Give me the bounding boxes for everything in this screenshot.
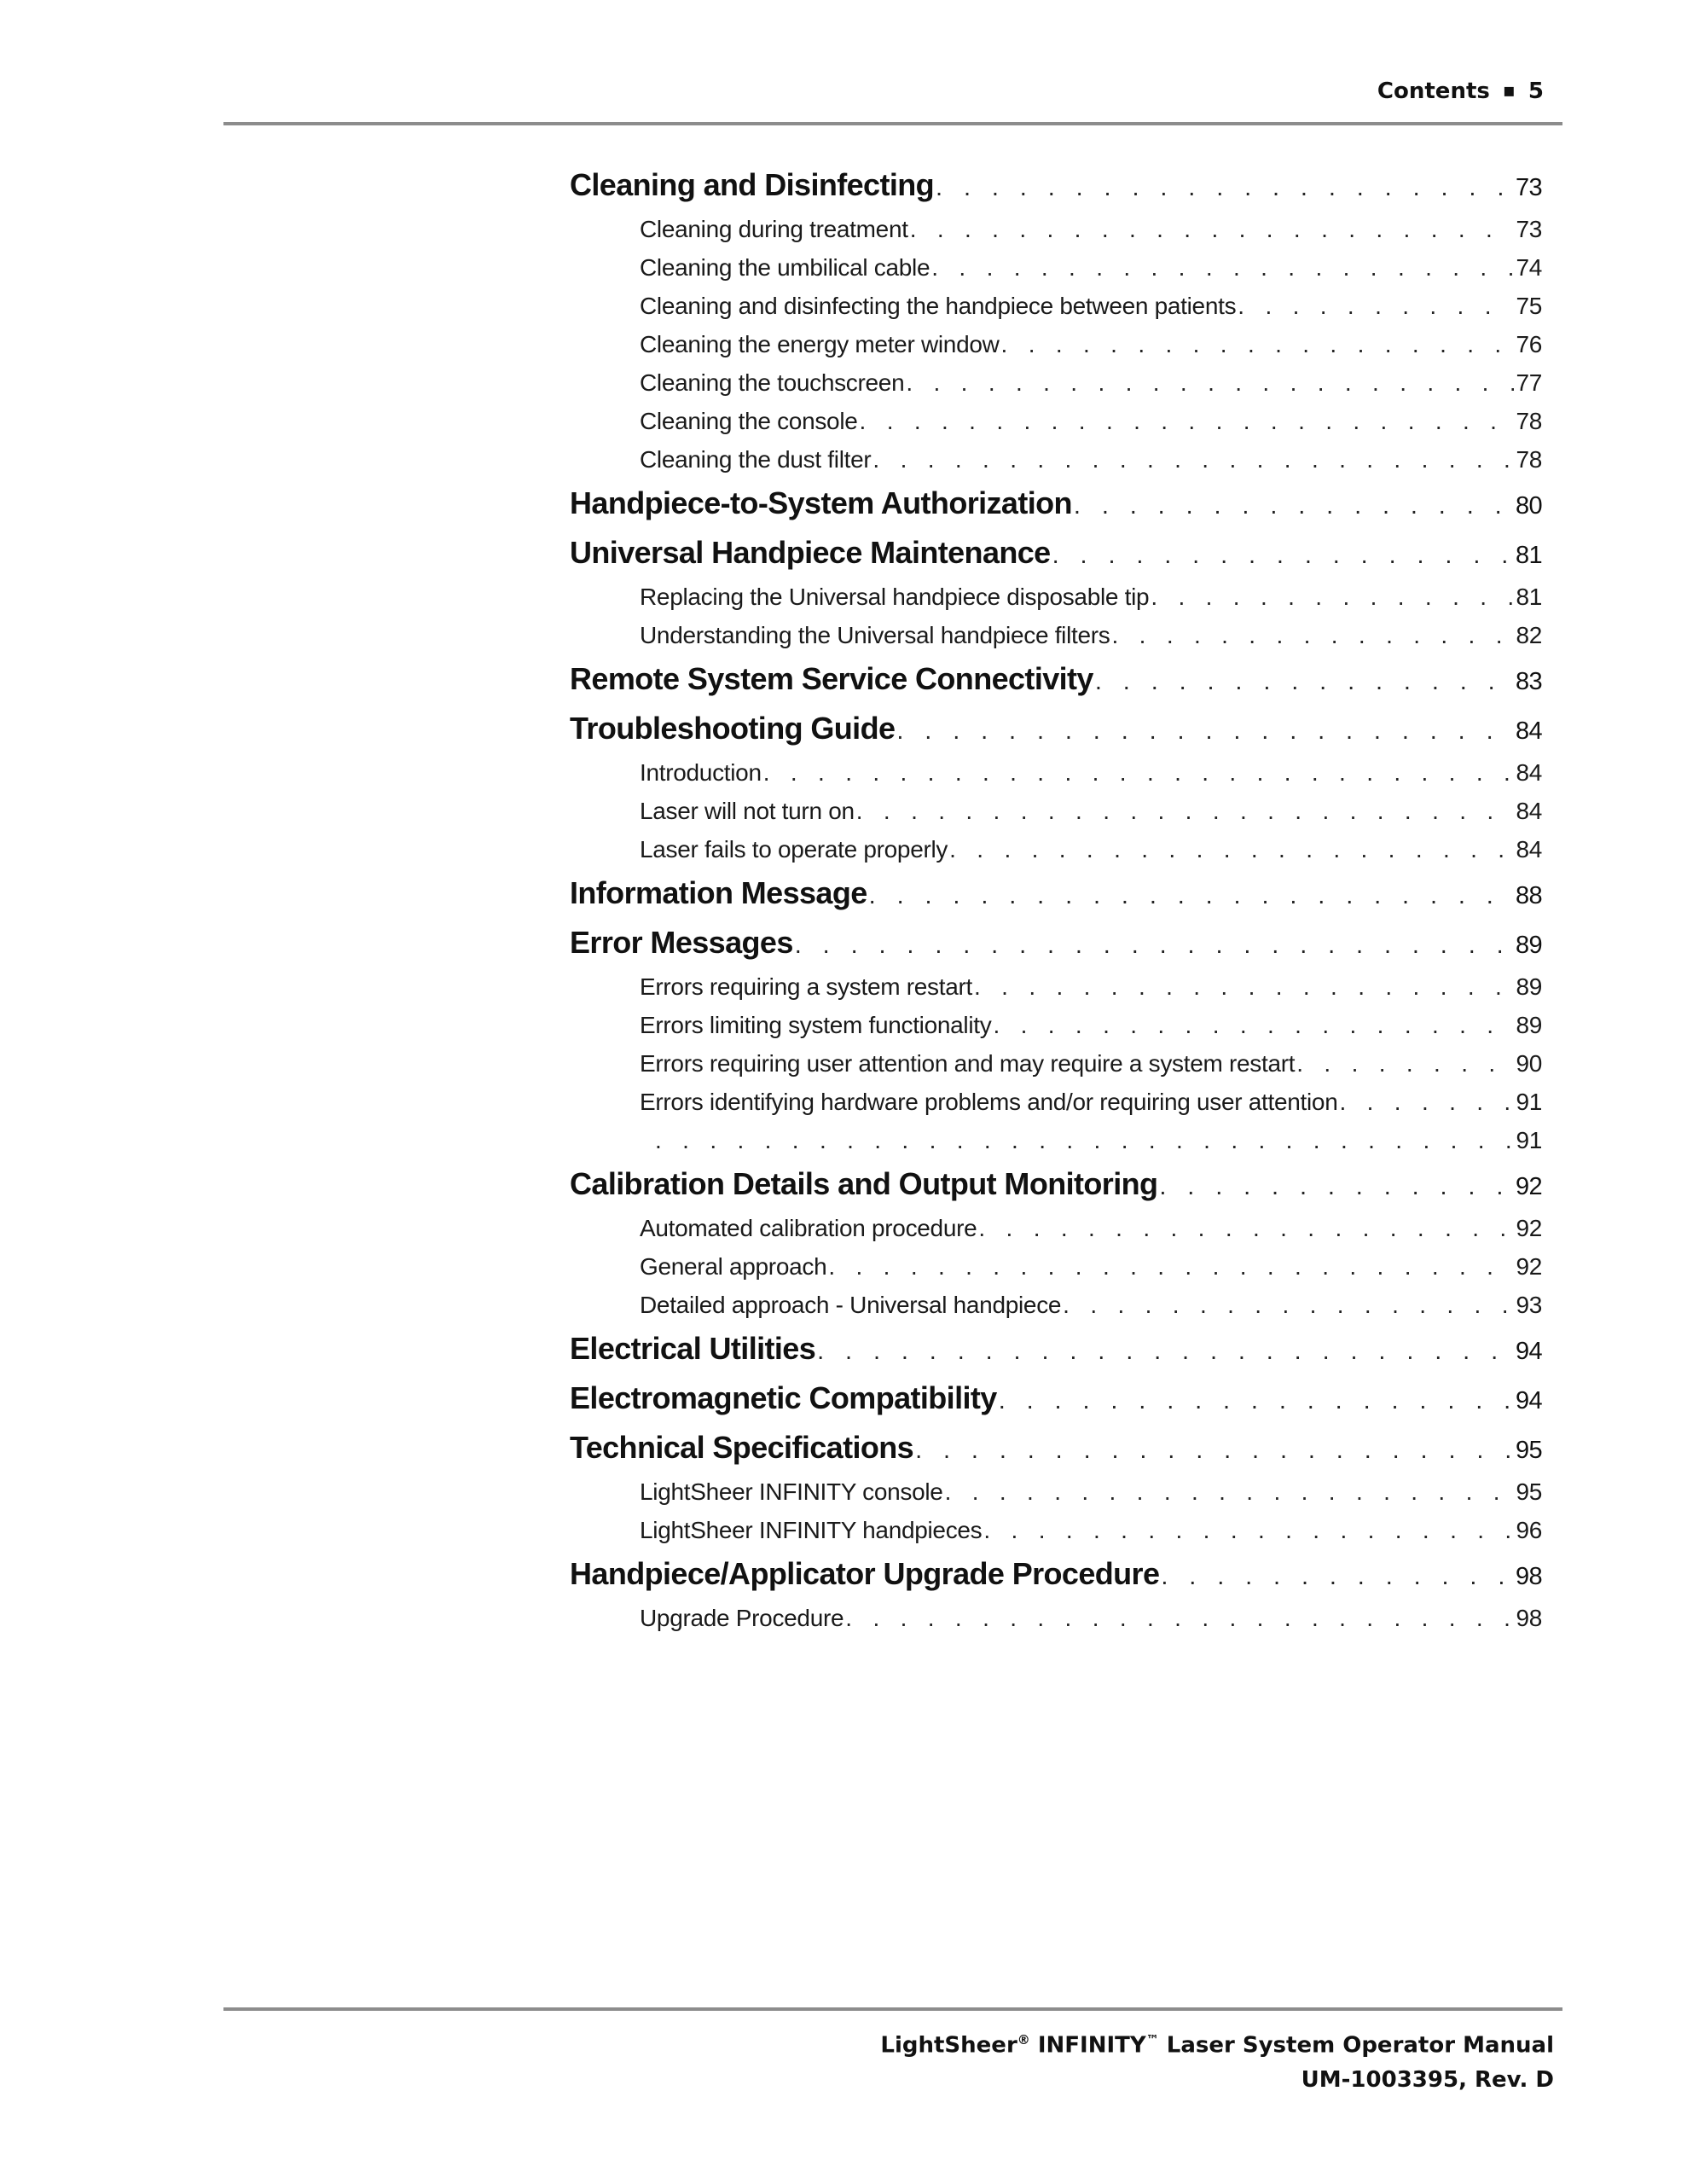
toc-entry-title: LightSheer INFINITY console (640, 1478, 943, 1505)
toc-section-entry[interactable] (570, 967, 1542, 1006)
toc-dot-leader (999, 1376, 1514, 1423)
toc-chapter-entry[interactable] (570, 1374, 1542, 1423)
toc-chapter-entry[interactable] (570, 479, 1542, 528)
toc-dot-leader (910, 210, 1515, 248)
toc-entry-title: Error Messages (570, 925, 793, 960)
toc-dot-leader (763, 753, 1515, 792)
toc-entry-title: Remote System Service Connectivity (570, 661, 1093, 696)
toc-section-entry[interactable] (570, 1209, 1542, 1247)
toc-page-number: 91 (1516, 1089, 1542, 1115)
toc-entry-title: Cleaning during treatment (640, 216, 908, 242)
toc-page-number: 84 (1516, 759, 1542, 786)
toc-section-entry[interactable] (570, 578, 1542, 616)
toc-page-number: 84 (1515, 717, 1542, 745)
toc-dot-leader (1052, 531, 1514, 578)
toc-chapter-entry[interactable] (570, 160, 1542, 210)
toc-section-entry[interactable] (570, 1286, 1542, 1324)
toc-dot-leader (983, 1511, 1514, 1549)
toc-chapter-entry[interactable] (570, 1324, 1542, 1374)
toc-page-number: 92 (1515, 1173, 1542, 1200)
toc-page-number: 98 (1515, 1563, 1542, 1590)
header-separator-icon: ▪ (1502, 80, 1516, 102)
toc-section-entry[interactable] (570, 363, 1542, 402)
footer-document-id: UM-1003395, Rev. D (1301, 2066, 1554, 2093)
toc-dot-leader (896, 706, 1514, 753)
toc-dot-leader (828, 1247, 1514, 1286)
toc-page-number: 81 (1516, 584, 1542, 610)
toc-section-entry[interactable] (570, 792, 1542, 830)
toc-entry-title: Electrical Utilities (570, 1331, 816, 1366)
toc-dot-leader (869, 871, 1514, 918)
toc-page-number: 81 (1515, 542, 1542, 569)
toc-page-number: 73 (1516, 216, 1542, 242)
toc-page-number: 74 (1516, 254, 1542, 281)
toc-section-entry[interactable] (570, 210, 1542, 248)
toc-entry-title: Understanding the Universal handpiece filters (640, 622, 1110, 648)
toc-page-number: 77 (1516, 369, 1542, 396)
toc-page-number: 76 (1516, 331, 1542, 357)
toc-page-number: 84 (1516, 836, 1542, 863)
page-footer (880, 2023, 1554, 2097)
toc-dot-leader (1095, 657, 1514, 704)
trademark-mark: ™ (1145, 2032, 1159, 2048)
toc-entry-title: Cleaning and Disinfecting (570, 167, 935, 202)
toc-chapter-entry[interactable] (570, 704, 1542, 753)
toc-chapter-entry[interactable] (570, 1549, 1542, 1599)
toc-entry-title: Cleaning the console (640, 408, 858, 434)
header-section-title: Contents (1377, 78, 1490, 104)
toc-chapter-entry[interactable] (570, 1423, 1542, 1472)
toc-page-number: 82 (1516, 622, 1542, 648)
toc-page-number: 94 (1515, 1338, 1542, 1365)
toc-section-entry[interactable] (570, 287, 1542, 325)
toc-entry-title: Automated calibration procedure (640, 1215, 977, 1241)
toc-entry-title: Cleaning and disinfecting the handpiece between patients (640, 293, 1237, 319)
toc-section-entry[interactable] (570, 440, 1542, 479)
toc-entry-title: Cleaning the touchscreen (640, 369, 905, 396)
toc-entry-title: Cleaning the energy meter window (640, 331, 1000, 357)
toc-entry-title: Universal Handpiece Maintenance (570, 535, 1051, 570)
toc-dot-leader (1151, 578, 1514, 616)
toc-section-entry[interactable] (570, 248, 1542, 287)
toc-entry-title: General approach (640, 1253, 827, 1280)
toc-dot-leader (655, 1121, 1514, 1159)
toc-entry-title: Errors identifying hardware problems and/or requiring user attention (640, 1089, 1338, 1115)
footer-divider (223, 2007, 1562, 2011)
toc-entry-title: Laser will not turn on (640, 798, 855, 824)
toc-dot-leader (931, 248, 1514, 287)
toc-page-number: 78 (1516, 408, 1542, 434)
toc-dot-leader (906, 363, 1514, 402)
toc-dot-leader (993, 1006, 1514, 1044)
toc-page-number: 75 (1516, 293, 1542, 319)
toc-entry-title: Errors requiring user attention and may require a system restart (640, 1050, 1296, 1077)
toc-dot-leader (1296, 1044, 1514, 1083)
toc-page-number: 96 (1516, 1517, 1542, 1543)
toc-dot-leader (1001, 325, 1515, 363)
toc-chapter-entry[interactable] (570, 868, 1542, 918)
toc-section-entry[interactable] (570, 1121, 1542, 1159)
toc-section-entry[interactable] (570, 753, 1542, 792)
footer-manual-title (880, 2023, 1554, 2063)
toc-page-number: 89 (1516, 973, 1542, 1000)
toc-page-number: 90 (1516, 1050, 1542, 1077)
toc-dot-leader (860, 402, 1515, 440)
toc-chapter-entry[interactable] (570, 528, 1542, 578)
registered-mark: ® (1017, 2032, 1030, 2048)
toc-dot-leader (1063, 1286, 1514, 1324)
toc-entry-title: Replacing the Universal handpiece disposable tip (640, 584, 1150, 610)
toc-section-entry[interactable] (570, 830, 1542, 868)
toc-dot-leader (1159, 1162, 1514, 1209)
toc-dot-leader (949, 830, 1514, 868)
toc-entry-title: Electromagnetic Compatibility (570, 1380, 997, 1415)
toc-section-entry[interactable] (570, 1247, 1542, 1286)
toc-page-number: 91 (1516, 1127, 1542, 1153)
toc-page-number: 98 (1516, 1605, 1542, 1631)
toc-chapter-entry[interactable] (570, 654, 1542, 704)
toc-entry-title: Errors limiting system functionality (640, 1012, 992, 1038)
toc-section-entry[interactable] (570, 1044, 1542, 1083)
toc-page-number: 94 (1515, 1387, 1542, 1414)
toc-dot-leader (856, 792, 1515, 830)
footer-product: INFINITY (1037, 2032, 1146, 2059)
toc-page-number: 84 (1516, 798, 1542, 824)
toc-page-number: 78 (1516, 446, 1542, 473)
toc-chapter-entry[interactable] (570, 1159, 1542, 1209)
toc-entry-title: LightSheer INFINITY handpieces (640, 1517, 983, 1543)
toc-chapter-entry[interactable] (570, 918, 1542, 967)
toc-dot-leader (795, 921, 1514, 967)
footer-brand: LightSheer (880, 2032, 1017, 2059)
toc-dot-leader (817, 1327, 1514, 1374)
toc-entry-title: Errors requiring a system restart (640, 973, 972, 1000)
toc-dot-leader (1339, 1083, 1514, 1121)
toc-dot-leader (936, 163, 1514, 210)
toc-dot-leader (1238, 287, 1514, 325)
toc-page-number: 88 (1515, 882, 1542, 909)
toc-dot-leader (978, 1209, 1514, 1247)
toc-page-number: 93 (1516, 1292, 1542, 1318)
toc-dot-leader (974, 967, 1514, 1006)
toc-entry-title: Technical Specifications (570, 1430, 914, 1465)
toc-entry-title: Detailed approach - Universal handpiece (640, 1292, 1062, 1318)
toc-entry-title: Cleaning the umbilical cable (640, 254, 930, 281)
toc-section-entry[interactable] (570, 1083, 1542, 1121)
toc-dot-leader (1112, 616, 1515, 654)
toc-entry-title: Cleaning the dust filter (640, 446, 872, 473)
toc-entry-title: Handpiece/Applicator Upgrade Procedure (570, 1556, 1160, 1591)
toc-page-number: 95 (1515, 1437, 1542, 1464)
footer-manual-name: Laser System Operator Manual (1166, 2032, 1554, 2059)
toc-dot-leader (1074, 481, 1514, 528)
toc-dot-leader (915, 1426, 1514, 1472)
toc-entry-title: Troubleshooting Guide (570, 711, 896, 746)
toc-section-entry[interactable] (570, 1599, 1542, 1637)
toc-entry-title: Calibration Details and Output Monitoring (570, 1166, 1158, 1201)
toc-section-entry[interactable] (570, 616, 1542, 654)
toc-page-number: 95 (1516, 1478, 1542, 1505)
toc-page-number: 92 (1516, 1253, 1542, 1280)
toc-entry-title: Handpiece-to-System Authorization (570, 485, 1072, 520)
toc-entry-title: Introduction (640, 759, 762, 786)
header-page-number: 5 (1528, 78, 1544, 104)
header-divider (223, 122, 1562, 125)
toc-dot-leader (1161, 1552, 1514, 1599)
toc-page-number: 80 (1515, 492, 1542, 520)
toc-page-number: 92 (1516, 1215, 1542, 1241)
toc-dot-leader (872, 440, 1514, 479)
toc-entry-title: Information Message (570, 875, 867, 910)
toc-page-number: 89 (1515, 932, 1542, 959)
toc-section-entry[interactable] (570, 402, 1542, 440)
toc-dot-leader (945, 1472, 1515, 1511)
toc-section-entry[interactable] (570, 1472, 1542, 1511)
toc-section-entry[interactable] (570, 1006, 1542, 1044)
toc-entry-title: Upgrade Procedure (640, 1605, 844, 1631)
page-header (223, 78, 1544, 104)
toc-entry-title: Laser fails to operate properly (640, 836, 948, 863)
toc-section-entry[interactable] (570, 325, 1542, 363)
toc-dot-leader (845, 1599, 1514, 1637)
table-of-contents (570, 160, 1542, 1637)
toc-section-entry[interactable] (570, 1511, 1542, 1549)
toc-page-number: 83 (1515, 668, 1542, 695)
toc-page-number: 89 (1516, 1012, 1542, 1038)
toc-page-number: 73 (1515, 174, 1542, 201)
